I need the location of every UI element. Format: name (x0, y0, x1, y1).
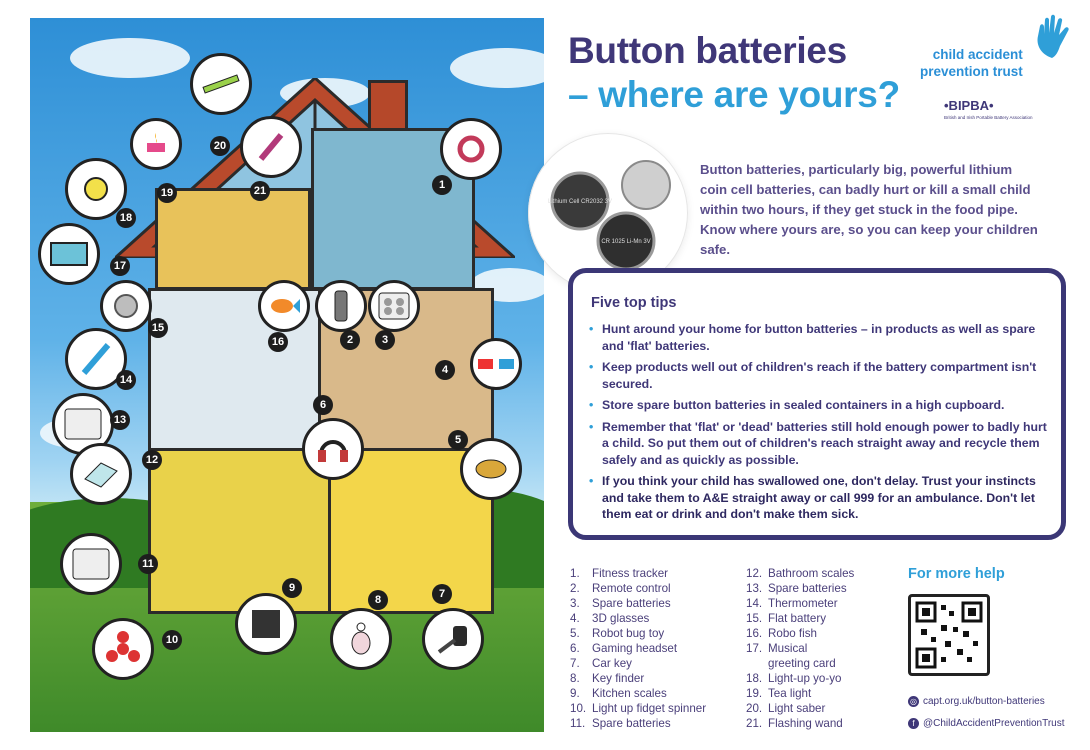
list-item: 10. Light up fidget spinner (570, 702, 707, 715)
house-illustration (30, 18, 544, 732)
list-item: 9. Kitchen scales (570, 687, 667, 700)
org-name-line1: child accident (932, 47, 1023, 62)
website-link[interactable]: ◎ capt.org.uk/button-batteries (910, 696, 1045, 707)
facebook-icon: f (908, 718, 919, 729)
tips-box (568, 268, 1066, 540)
list-item: greeting card (768, 657, 836, 670)
callout-number: 19 (157, 183, 177, 203)
facebook-link[interactable]: f @ChildAccidentPreventionTrust (908, 718, 1065, 729)
tip-item: • Remember that 'flat' or 'dead' batteries still hold enough power to badly hurt a child. So put them out of children's reach straight away and recycle them safely and as quickly as possible. (589, 419, 1049, 469)
tip-item-urgent: • If you think your child has swallowed one, don't delay. Trust your instincts and take them to A&E straight away or call 999 for an ambulance. Don't let them eat or drink and don't make them sick. (589, 473, 1049, 523)
items-list-column-2 (746, 566, 854, 731)
tips-list (589, 321, 1049, 528)
callout-number: 8 (368, 590, 388, 610)
intro-text: Button batteries, particularly big, powerful lithium coin cell batteries, can badly hurt or kill a small child within two hours, if they get stuck in the food pipe. Know where yours are, so you can keep your children safe. (700, 162, 1038, 257)
callout-number: 2 (340, 330, 360, 350)
remote-control-callout (315, 280, 367, 332)
callout-number: 12 (142, 450, 162, 470)
callout-number: 17 (110, 256, 130, 276)
callout-number: 11 (138, 554, 158, 574)
page-title: Button batteries (568, 30, 847, 71)
spare-batteries-box-callout (60, 533, 122, 595)
hand-logo-icon (1032, 14, 1072, 60)
callout-number: 20 (210, 136, 230, 156)
gaming-headset-callout (302, 418, 364, 480)
page-subtitle: – where are yours? (568, 74, 900, 115)
tips-heading: Five top tips (591, 295, 677, 311)
bipba-logo: •BIPBA• (944, 98, 994, 113)
list-item: 4. 3D glasses (570, 612, 650, 625)
items-list-column-1 (570, 566, 706, 731)
attic-bedroom (155, 188, 311, 290)
fidget-spinner-callout (92, 618, 154, 680)
org-name-line2: prevention trust (920, 64, 1023, 79)
light-saber-callout (190, 53, 252, 115)
cloud (70, 38, 190, 78)
list-item: 17. Musical (746, 642, 808, 655)
list-item: 19. Tea light (746, 687, 812, 700)
tip-item: • Hunt around your home for button batteries – in products as well as spare and 'flat' batteries. (589, 321, 1049, 354)
spare-batteries-callout (368, 280, 420, 332)
tip-item: • Keep products well out of children's reach if the battery compartment isn't secured. (589, 359, 1049, 392)
list-item: 6. Gaming headset (570, 642, 678, 655)
flashing-wand-callout (240, 116, 302, 178)
car-key-callout (422, 608, 484, 670)
robo-fish-callout (258, 280, 310, 332)
fitness-tracker-callout (440, 118, 502, 180)
callout-number: 16 (268, 332, 288, 352)
list-item: 7. Car key (570, 657, 632, 670)
callout-number: 10 (162, 630, 182, 650)
list-item: 11. Spare batteries (570, 717, 671, 730)
list-item: 15. Flat battery (746, 612, 826, 625)
callout-number: 15 (148, 318, 168, 338)
bipba-full-name: British and Irish Portable Battery Association (944, 115, 1033, 120)
callout-number: 4 (435, 360, 455, 380)
capt-logo-text (920, 46, 1023, 80)
list-item: 3. Spare batteries (570, 597, 671, 610)
bathroom-scales-callout (70, 443, 132, 505)
list-item: 1. Fitness tracker (570, 567, 669, 580)
list-item: 16. Robo fish (746, 627, 817, 640)
callout-number: 1 (432, 175, 452, 195)
list-item: 21. Flashing wand (746, 717, 843, 730)
coin1-text: Lithium Cell CR2032 3V (547, 199, 613, 205)
list-item: 13. Spare batteries (746, 582, 847, 595)
callout-number: 7 (432, 584, 452, 604)
qr-code-icon (911, 597, 987, 673)
list-item: 5. Robot bug toy (570, 627, 665, 640)
kitchen (148, 448, 334, 614)
robot-bug-toy-callout (460, 438, 522, 500)
3d-glasses-callout (470, 338, 522, 390)
callout-number: 13 (110, 410, 130, 430)
callout-number: 5 (448, 430, 468, 450)
list-item: 18. Light-up yo-yo (746, 672, 842, 685)
qr-code[interactable] (908, 594, 990, 676)
flat-battery-callout (100, 280, 152, 332)
key-finder-callout (330, 608, 392, 670)
coin2-text: CR 1025 Li-Mn 3V (601, 239, 651, 245)
callout-number: 14 (116, 370, 136, 390)
musical-greeting-card-callout (38, 223, 100, 285)
list-item: 20. Light saber (746, 702, 826, 715)
list-item: 8. Key finder (570, 672, 645, 685)
callout-number: 6 (313, 395, 333, 415)
kitchen-scales-callout (235, 593, 297, 655)
list-item: 14. Thermometer (746, 597, 838, 610)
globe-icon: ◎ (908, 696, 919, 707)
callout-number: 21 (250, 181, 270, 201)
callout-number: 3 (375, 330, 395, 350)
callout-number: 9 (282, 578, 302, 598)
tea-light-callout (130, 118, 182, 170)
list-item: 2. Remote control (570, 582, 671, 595)
callout-number: 18 (116, 208, 136, 228)
more-help-heading: For more help (908, 566, 1005, 582)
tip-item: • Store spare button batteries in sealed containers in a high cupboard. (589, 397, 1049, 414)
list-item: 12. Bathroom scales (746, 567, 855, 580)
